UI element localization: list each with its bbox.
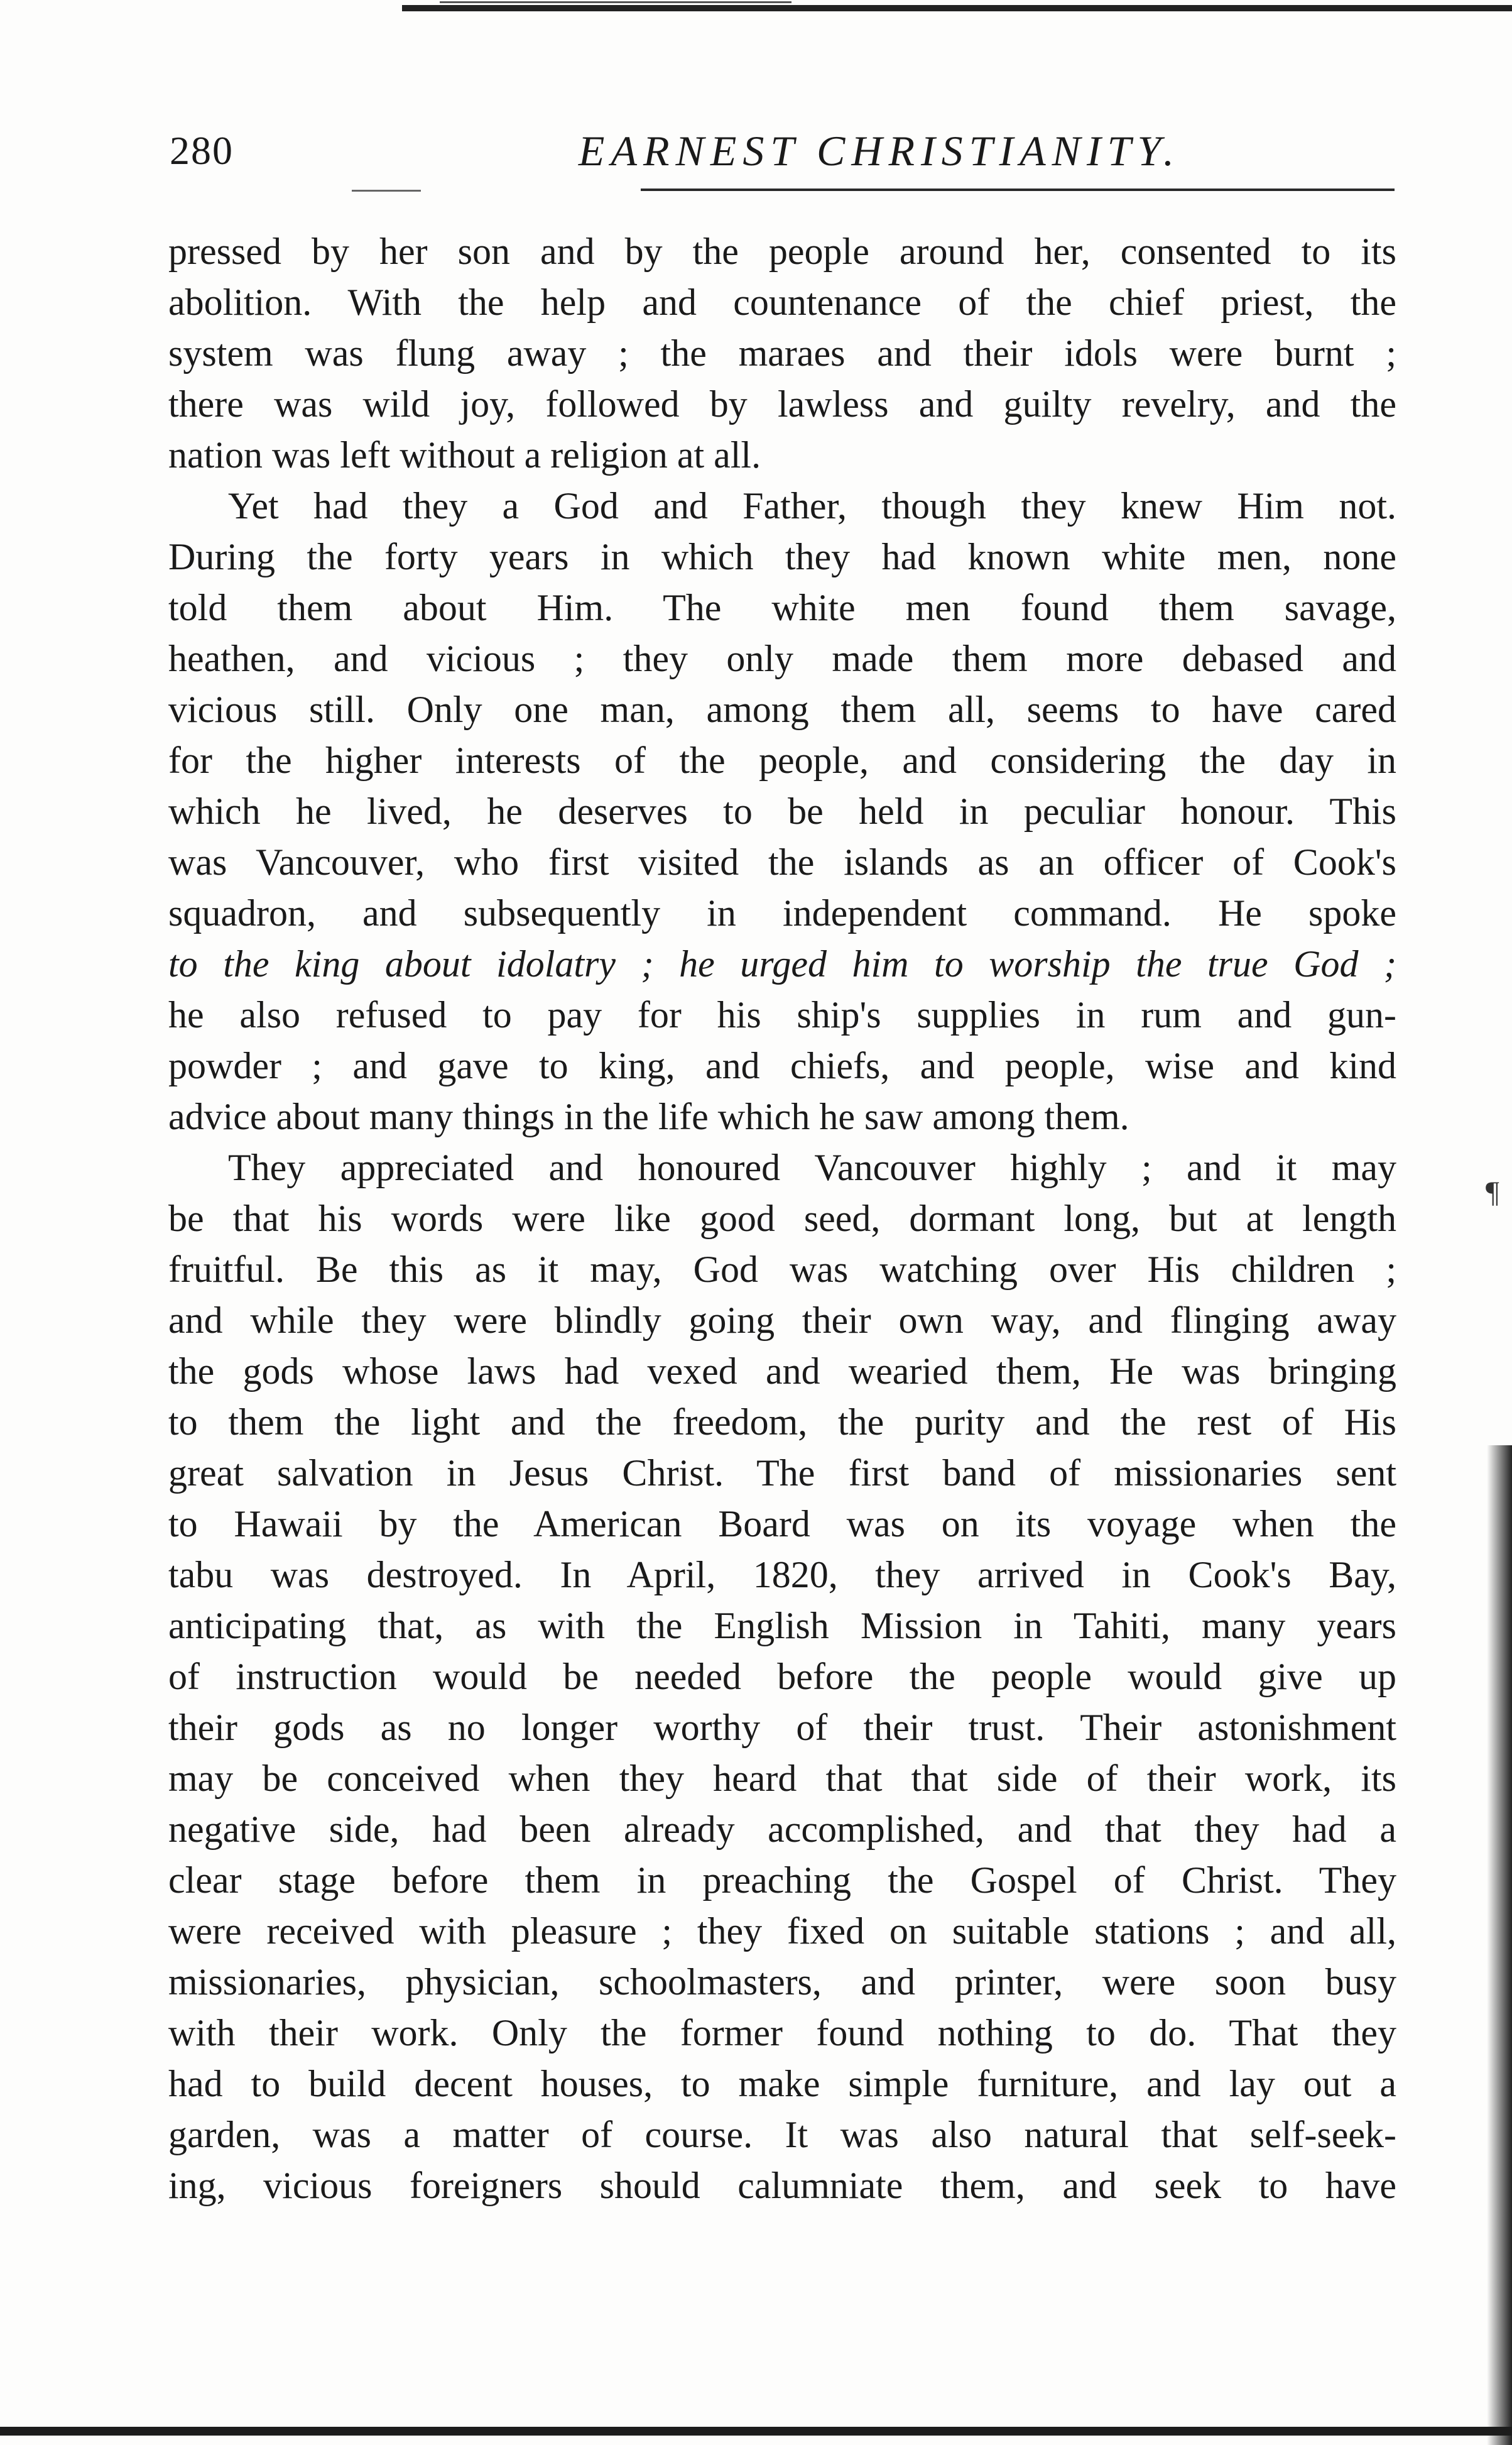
text-line: They appreciated and honoured Vancouver highly ; and it may xyxy=(228,1147,1396,1188)
text-line: had to build decent houses, to make simple furniture, and lay out a xyxy=(168,2063,1396,2104)
text-line: the gods whose laws had vexed and wearied them, He was bringing xyxy=(168,1350,1396,1392)
text-line: nation was left without a religion at all. xyxy=(168,434,761,476)
text-line: told them about Him. The white men found them savage, xyxy=(168,587,1396,628)
text-line: anticipating that, as with the English Mission in Tahiti, many years xyxy=(168,1605,1396,1646)
text-line: and while they were blindly going their own way, and flinging away xyxy=(168,1299,1396,1341)
page-edge-shadow xyxy=(1487,1445,1512,2445)
running-title: EARNEST CHRISTIANITY. xyxy=(578,127,1181,175)
text-line: was Vancouver, who first visited the islands as an officer of Cook's xyxy=(168,841,1396,883)
text-line: of instruction would be needed before the people would give up xyxy=(168,1656,1396,1697)
text-line: great salvation in Jesus Christ. The first band of missionaries sent xyxy=(168,1452,1396,1494)
text-line: to Hawaii by the American Board was on its voyage when the xyxy=(168,1503,1396,1545)
bottom-edge-rule xyxy=(0,2427,1512,2436)
text-line: advice about many things in the life which he saw among them. xyxy=(168,1096,1129,1137)
text-line: squadron, and subsequently in independent command. He spoke xyxy=(168,892,1396,934)
text-line: which he lived, he deserves to be held in peculiar honour. This xyxy=(168,790,1396,832)
text-line: missionaries, physician, schoolmasters, and printer, were soon busy xyxy=(168,1961,1396,2003)
text-line: powder ; and gave to king, and chiefs, and people, wise and kind xyxy=(168,1045,1396,1086)
text-line: be that his words were like good seed, dormant long, but at length xyxy=(168,1198,1396,1239)
header-rule xyxy=(641,189,1395,191)
text-line: to them the light and the freedom, the purity and the rest of His xyxy=(168,1401,1396,1443)
text-line: he also refused to pay for his ship's supplies in rum and gun- xyxy=(168,994,1396,1036)
text-line-italic: to the king about idolatry ; he urged him to worship the true God ; xyxy=(168,943,1396,985)
text-line: fruitful. Be this as it may, God was watching over His children ; xyxy=(168,1249,1396,1290)
text-line: were received with pleasure ; they fixed on suitable stations ; and all, xyxy=(168,1910,1396,1952)
text-line: negative side, had been already accomplished, and that they had a xyxy=(168,1808,1396,1850)
text-line: may be conceived when they heard that that side of their work, its xyxy=(168,1758,1396,1799)
text-line: their gods as no longer worthy of their trust. Their astonishment xyxy=(168,1707,1396,1748)
text-line: system was flung away ; the maraes and their idols were burnt ; xyxy=(168,332,1396,374)
text-line: there was wild joy, followed by lawless and guilty revelry, and the xyxy=(168,383,1396,425)
body-text xyxy=(168,226,1396,2211)
top-edge-rule xyxy=(402,5,1512,11)
text-line: During the forty years in which they had known white men, none xyxy=(168,536,1396,577)
text-line: garden, was a matter of course. It was also natural that self-seek- xyxy=(168,2114,1396,2155)
header-rule-short xyxy=(352,190,421,192)
text-line: ing, vicious foreigners should calumniate them, and seek to have xyxy=(168,2165,1396,2206)
text-line: abolition. With the help and countenance of the chief priest, the xyxy=(168,282,1396,323)
text-line: with their work. Only the former found nothing to do. That they xyxy=(168,2012,1396,2054)
page-header xyxy=(170,116,1401,185)
text-line: for the higher interests of the people, and considering the day in xyxy=(168,740,1396,781)
text-line: vicious still. Only one man, among them all, seems to have cared xyxy=(168,689,1396,730)
text-line: tabu was destroyed. In April, 1820, they arrived in Cook's Bay, xyxy=(168,1554,1396,1595)
top-edge-rule-thin xyxy=(440,1,791,3)
text-line: heathen, and vicious ; they only made them more debased and xyxy=(168,638,1396,679)
text-line: Yet had they a God and Father, though they knew Him not. xyxy=(228,485,1396,527)
text-line: clear stage before them in preaching the Gospel of Christ. They xyxy=(168,1859,1396,1901)
page-number: 280 xyxy=(170,128,234,173)
text-line: pressed by her son and by the people around her, consented to its xyxy=(168,231,1396,272)
margin-mark: ¶ xyxy=(1486,1176,1499,1209)
